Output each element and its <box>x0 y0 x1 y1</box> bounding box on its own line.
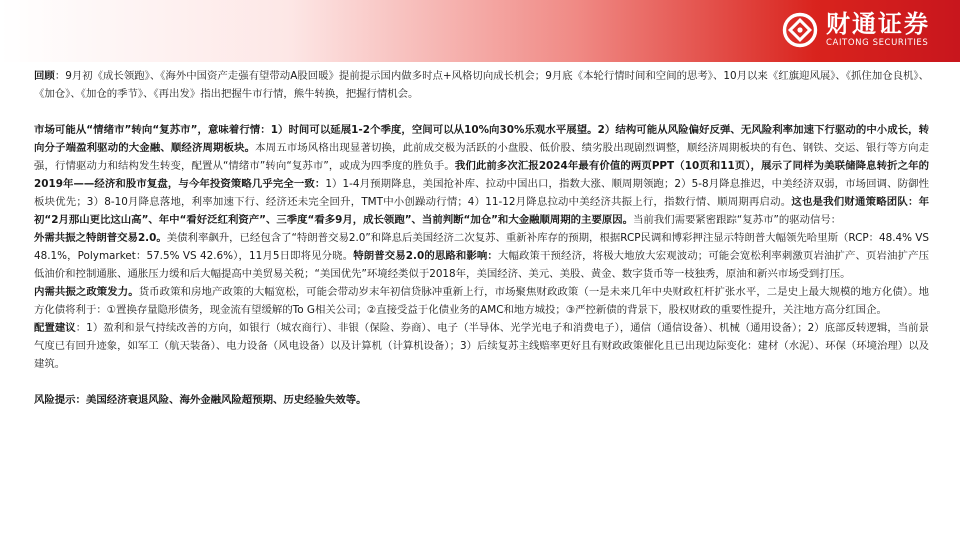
text-run: ：9月初《成长领跑》、《海外中国资产走强有望带动A股回暖》提前提示国内做多时点+风格切向成长机会；9月底《本轮行情时间和空间的思考》、10月以来《红旗迎风展》、《抓住加仓良机》、《加仓》、《加仓的季节》、《再出发》指出把握牛市行情，熊牛转换，把握行情机会。 <box>34 70 930 100</box>
bold-text-run: 外需共振之特朗普交易2.0。 <box>34 232 167 244</box>
bold-text-run: 内需共振之政策发力。 <box>34 286 139 298</box>
bold-text-run: 我们此前多次汇报2024年最有价值的两页PPT（10页和11页），展示了同样为美联储降息转折之年的2019年——经济和股市复盘，与今年投资策略几乎完全一致： <box>34 160 930 190</box>
text-run: 本周五市场风格出现显著切换，此前成交极为活跃的小盘股、低价股、绩劣股出现剧烈调整，顺经济周期板块的有色、钢铁、交运、银行等方向走强，行情驱动力和结构发生转变，配置从“情绪市”转向“复苏市”，或成为四季度的胜负手。 <box>34 142 929 172</box>
text-run: 当前我们需要紧密跟踪“复苏市”的驱动信号： <box>633 214 842 226</box>
bold-text-run: 市场可能从“情绪市”转向“复苏市”，意味着行情：1）时间可以延展1-2个季度，空间可以从10%向30%乐观水平展望。2）结构可能从风险偏好反弹、无风险利率加速下行驱动的中小成长，转向分子端盈利驱动的大金融、顺经济周期板块。 <box>34 124 929 154</box>
paragraph-domestic-policy <box>34 283 929 319</box>
brand-name-cn: 财通证券 <box>826 10 930 38</box>
text-run: 货币政策和房地产政策的大幅宽松，可能会带动岁末年初信贷脉冲重新上行，市场聚焦财政政策（一是未来几年中央财政杠杆扩张水平，二是史上最大规模的地方化债）。地方化债将利于：①置换存量隐形债务，现金流有望缓解的To G相关公司；②直接受益于化债业务的AMC和地方城投；③严控新债的背景下，股权财政的重要性提升，关注地方高分红国企。 <box>34 286 929 316</box>
paragraph-allocation <box>34 319 929 373</box>
text-run: 1）1-4月预期降息，美国抢补库、拉动中国出口，指数大涨、顺周期领跑；2）5-8月降息推迟，中美经济双弱，市场回调、防御性板块优先；3）8-10月降息落地，利率加速下行、经济还未完全回升，TMT中小创躁动行情；4）11-12月降息拉动中美经济共振上行，指数行情、顺周期再启动。 <box>34 178 929 208</box>
report-body <box>34 67 929 409</box>
text-run: 大幅政策干预经济，将极大地放大宏观波动；可能会宽松利率刺激页岩油扩产、页岩油扩产压低油价和控制通胀、通胀压力缓和后大幅提高中美贸易关税；“美国优先”环境经类似于2018年，美国经济、美元、美股、黄金、数字货币等一枝独秀，原油和新兴市场受到打压。 <box>34 250 929 280</box>
text-run: 美债利率飙升，已经包含了“特朗普交易2.0”和降息后美国经济二次复苏、重新补库存的预期，根据RCP民调和博彩押注显示特朗普大幅领先哈里斯（RCP：48.4% VS 48.1%，Polymarket：57.5% VS 42.6%），11月5日即将见分晓。 <box>34 232 930 262</box>
paragraph-risk-warning <box>34 391 929 409</box>
paragraph-external-demand <box>34 229 929 283</box>
bold-text-run: 特朗普交易2.0的思路和影响： <box>353 250 498 262</box>
caitong-logo-icon <box>782 12 818 48</box>
bold-text-run: 这也是我们财通策略团队：年初“2月那山更比这山高”、年中“看好泛红利资产”、三季度“看多9月，成长领跑”、当前判断“加仓”和大金融顺周期的主要原因。 <box>34 196 929 226</box>
text-run: ：1）盈利和景气持续改善的方向，如银行（城农商行）、非银（保险、券商）、电子（半导体、光学光电子和消费电子），通信（通信设备）、机械（通用设备）；2）底部反转逻辑，当前景气度已有回升迹象，如军工（航天装备）、电力设备（风电设备）以及计算机（计算机设备）；3）后续复苏主线赔率更好且有财政政策催化且已出现边际变化：建材（水泥）、环保（环境治理）以及建筑。 <box>34 322 930 370</box>
bold-text-run: 风险提示：美国经济衰退风险、海外金融风险超预期、历史经验失效等。 <box>34 394 367 406</box>
bold-text-run: 配置建议 <box>34 322 76 334</box>
bold-text-run: 回顾 <box>34 70 55 82</box>
paragraph-market-view <box>34 121 929 229</box>
paragraph-review <box>34 67 929 103</box>
brand-name-en: CAITONG SECURITIES <box>826 38 929 48</box>
brand-logo <box>782 10 930 49</box>
